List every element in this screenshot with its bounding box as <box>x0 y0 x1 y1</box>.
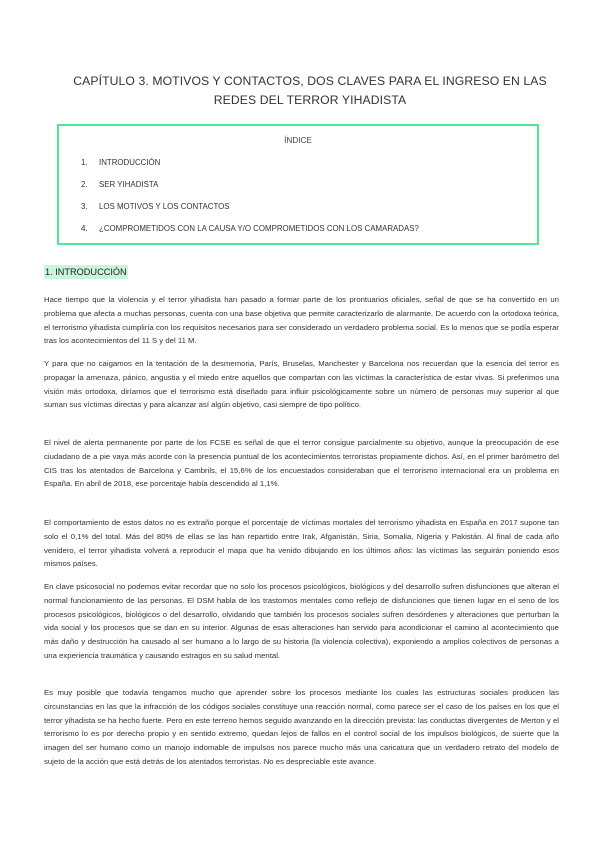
toc-item-label: ¿COMPROMETIDOS CON LA CAUSA Y/O COMPROMETIDOS CON LOS CAMARADAS? <box>99 224 419 233</box>
toc-item-number: 2. <box>81 180 88 189</box>
toc-item-ser-yihadista[interactable] <box>81 180 158 189</box>
toc-item-comprometidos[interactable] <box>81 224 419 233</box>
toc-item-number: 3. <box>81 202 88 211</box>
toc-item-motivos-contactos[interactable] <box>81 202 230 211</box>
toc-heading: ÍNDICE <box>284 136 312 145</box>
paragraph-1: Hace tiempo que la violencia y el terror yihadista han pasado a formar parte de los prontuarios oficiales, señal de que se ha convertido en un problema que afecta a muchas personas, cuenta con una base objetiva que permite caracterizarlo de alarmante. De acuerdo con la ortodoxa teórica, el terrorismo yihadista cumpliría con los requisitos necesarios para ser considerado un verdadero problema social. Es lo menos que se podía esperar tras los acontecimientos del 11 S y del 11 M. <box>44 295 559 346</box>
toc-item-label: INTRODUCCIÓN <box>99 158 161 167</box>
toc-item-introduccion[interactable] <box>81 158 160 167</box>
paragraph-4: El comportamiento de estos datos no es extraño porque el porcentaje de víctimas mortales del terrorismo yihadista en España en 2017 supone tan solo el 0,1% del total. Más del 80% de ellas se las han repartido entre Irak, Afganistán, Siria, Somalia, Nigeria y Pakistán. Al final de cada año venidero, el terror yihadista volverá a reproducir el mapa que ha venido dibujando en los últimos años: las víctimas las seguirán poniendo esos mismos países. <box>44 518 559 569</box>
toc-item-label: LOS MOTIVOS Y LOS CONTACTOS <box>99 202 230 211</box>
paragraph-3: El nivel de alerta permanente por parte de los FCSE es señal de que el terror consigue parcialmente su objetivo, aunque la preocupación de ese ciudadano de a pie vaya más acorde con la presencia puntual de los acontecimientos terroristas propiamente dichos. Así, en el primer barómetro del CIS tras los atentados de Barcelona y Cambrils, el 15,6% de los encuestados consideraban que el terrorismo internacional era un problema en España. En abril de 2018, ese porcentaje había descendido al 1,1%. <box>44 438 559 489</box>
chapter-title: CAPÍTULO 3. MOTIVOS Y CONTACTOS, DOS CLAVES PARA EL INGRESO EN LAS REDES DEL TERROR YIHADISTA <box>73 74 547 107</box>
toc-item-number: 4. <box>81 224 88 233</box>
toc-item-number: 1. <box>81 158 88 167</box>
section-heading: 1. INTRODUCCIÓN <box>45 267 127 277</box>
paragraph-5: En clave psicosocial no podemos evitar recordar que no solo los procesos psicológicos, biológicos y del desarrollo sufren disfunciones que alteran el normal funcionamiento de las personas. El DSM habla de los trastornos mentales como reflejo de disfunciones que tienen lugar en el seno de los procesos psicológicos, biológicos o del desarrollo, olvidando que también los procesos sociales sufren desórdenes y alteraciones que perturban la vida social y los procesos que se dan en su interior. Algunas de esas alteraciones han servido para acondicionar el camino al acontecimiento que más daño y destrucción ha causado al ser humano a lo largo de su historia (la violencia colectiva), exponiendo a amplios colectivos de personas a una experiencia traumática y causando estragos en su salud mental. <box>44 582 559 660</box>
paragraph-6: Es muy posible que todavía tengamos mucho que aprender sobre los procesos mediante los cuales las estructuras sociales producen las circunstancias en las que la infracción de los códigos sociales constituye una reacción normal, como parece ser el caso de los países en los que el terror yihadista se ha hecho fuerte. Pero en este terreno hemos seguido avanzando en la dirección prevista: las conductas divergentes de Merton y el terrorismo lo es por derecho propio y en sentido extremo, quedan lejos de fallos en el control social de los impulsos biológicos, de suerte que la imagen del ser humano como un manojo indomable de impulsos nos parece mucho más una caricatura que un verdadero retrato del modelo de sujeto de la acción que está detrás de los atentados terroristas. No es despreciable este avance. <box>44 688 559 766</box>
toc-item-label: SER YIHADISTA <box>99 180 159 189</box>
paragraph-2: Y para que no caigamos en la tentación de la desmemoria, París, Bruselas, Manchester y Barcelona nos recuerdan que la esencia del terror es propagar la amenaza, pánico, angustia y el miedo entre aquellos que compartan con las víctimas la característica de estar vivas. Si preferimos una visión más ortodoxa, diríamos que el terrorismo está diseñado para influir psicológicamente sobre un número de personas muy superior al que suman sus víctimas directas y para alcanzar así algún objetivo, casi siempre de tipo político. <box>44 359 559 410</box>
table-of-contents <box>57 124 539 245</box>
